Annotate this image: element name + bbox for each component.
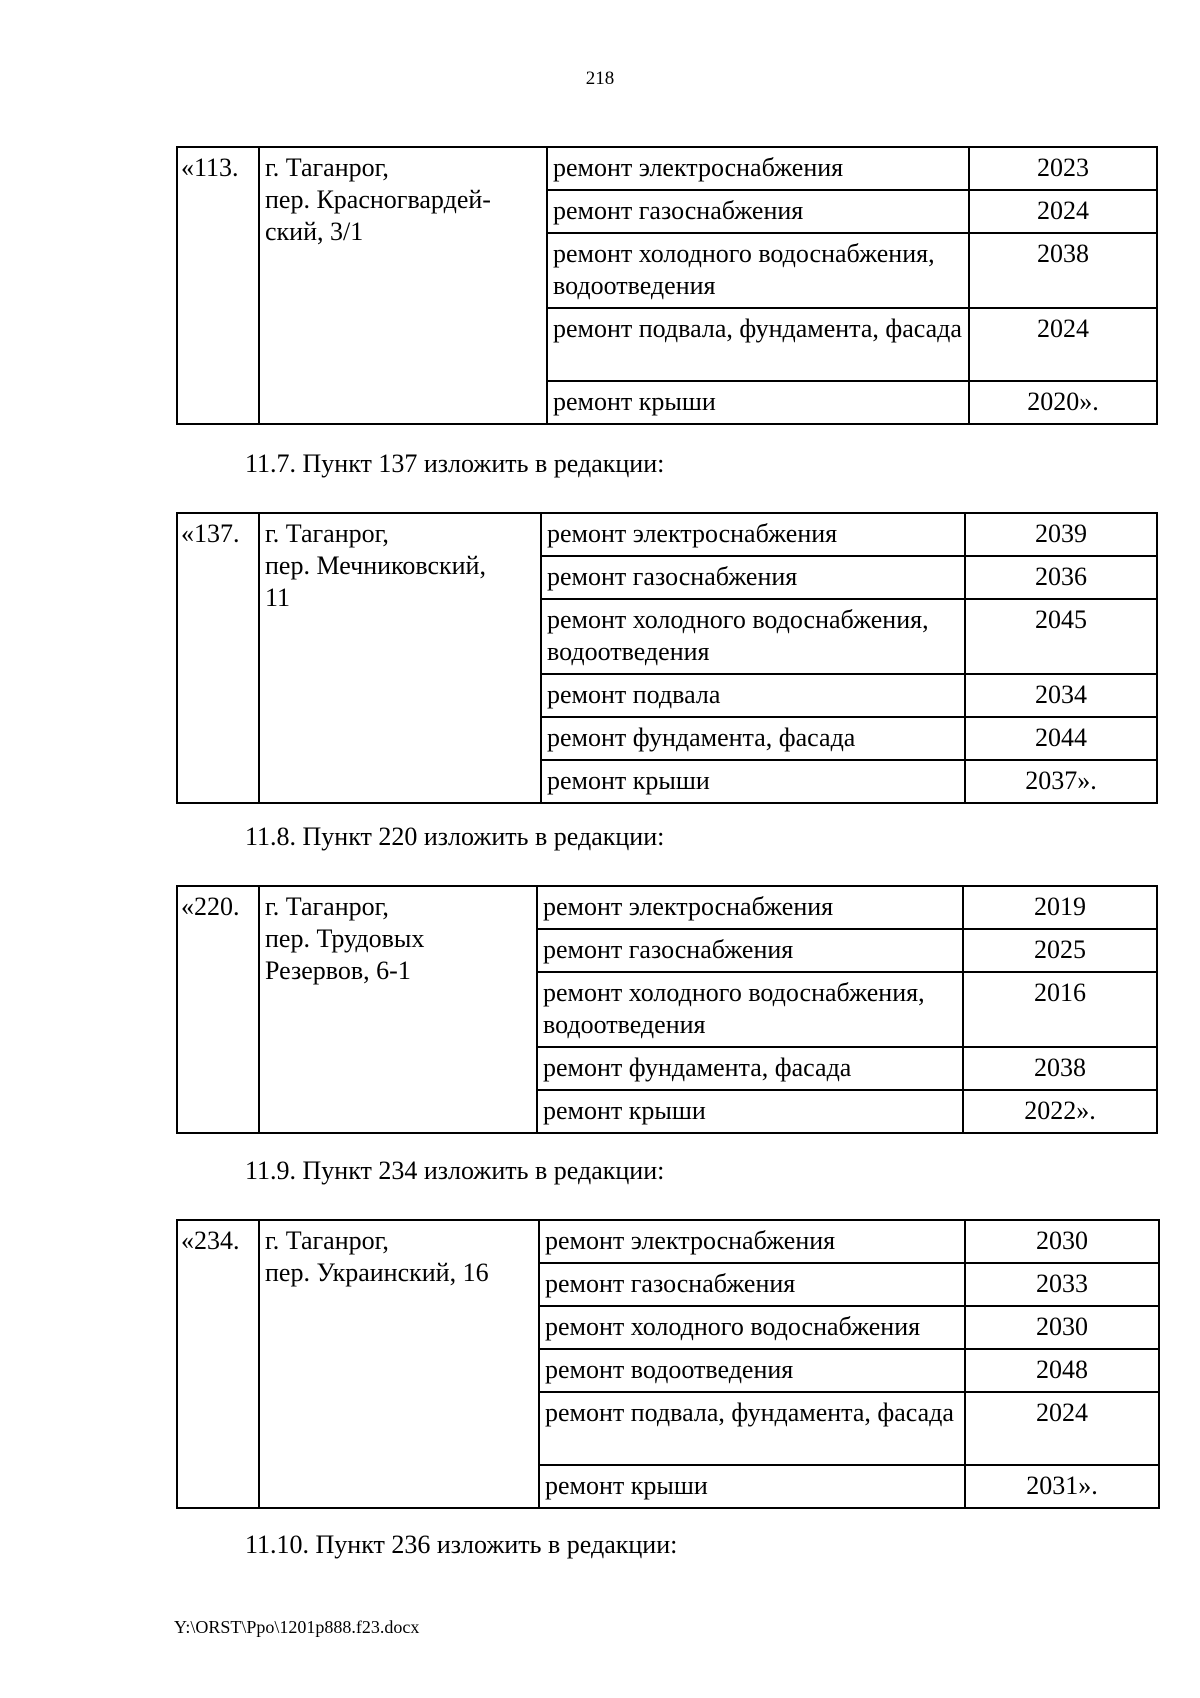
work-cell: ремонт холодного водоснабжения: [539, 1306, 965, 1349]
year-cell: 2038: [963, 1047, 1157, 1090]
address-line: г. Таганрог,: [265, 153, 389, 182]
year-cell: 2048: [965, 1349, 1159, 1392]
year-cell: 2034: [965, 674, 1157, 717]
year-cell: 2045: [965, 599, 1157, 674]
work-cell: ремонт холодного водоснабжения, водоотведения: [537, 972, 963, 1047]
amendment-paragraph: 11.8. Пункт 220 изложить в редакции:: [245, 822, 665, 851]
year-cell: 2030: [965, 1306, 1159, 1349]
work-cell: ремонт подвала, фундамента, фасада: [547, 308, 969, 381]
amendment-paragraph: 11.10. Пункт 236 изложить в редакции:: [245, 1530, 678, 1559]
year-cell: 2031».: [965, 1465, 1159, 1508]
year-cell: 2020».: [969, 381, 1157, 424]
address-line: г. Таганрог,: [265, 1226, 389, 1255]
year-cell: 2024: [969, 190, 1157, 233]
year-cell: 2023: [969, 147, 1157, 190]
year-cell: 2030: [965, 1220, 1159, 1263]
work-cell: ремонт газоснабжения: [539, 1263, 965, 1306]
address-line: г. Таганрог,: [265, 892, 389, 921]
work-cell: ремонт электроснабжения: [539, 1220, 965, 1263]
year-cell: 2016: [963, 972, 1157, 1047]
year-cell: 2024: [965, 1392, 1159, 1465]
address-line: Резервов, 6-1: [265, 956, 411, 985]
work-cell: ремонт холодного водоснабжения, водоотведения: [541, 599, 965, 674]
address-cell: [259, 513, 541, 803]
work-cell: ремонт газоснабжения: [537, 929, 963, 972]
year-cell: 2019: [963, 886, 1157, 929]
entry-table-137: [176, 512, 1158, 804]
work-cell: ремонт подвала: [541, 674, 965, 717]
work-cell: ремонт газоснабжения: [547, 190, 969, 233]
work-cell: ремонт крыши: [537, 1090, 963, 1133]
year-cell: 2039: [965, 513, 1157, 556]
address-line: 11: [265, 583, 291, 612]
year-cell: 2022».: [963, 1090, 1157, 1133]
entry-number: «234.: [177, 1220, 259, 1508]
year-cell: 2033: [965, 1263, 1159, 1306]
work-cell: ремонт фундамента, фасада: [537, 1047, 963, 1090]
address-cell: [259, 147, 547, 424]
amendment-paragraph: 11.7. Пункт 137 изложить в редакции:: [245, 449, 665, 478]
entry-number: «137.: [177, 513, 259, 803]
work-cell: ремонт крыши: [547, 381, 969, 424]
address-line: пер. Украинский, 16: [265, 1258, 489, 1287]
address-line: г. Таганрог,: [265, 519, 389, 548]
work-cell: ремонт крыши: [541, 760, 965, 803]
address-line: пер. Мечниковский,: [265, 551, 486, 580]
file-path-footer: Y:\ORST\Ppo\1201p888.f23.docx: [174, 1617, 420, 1637]
amendment-paragraph: 11.9. Пункт 234 изложить в редакции:: [245, 1156, 665, 1185]
address-line: пер. Трудовых: [265, 924, 425, 953]
address-cell: [259, 1220, 539, 1508]
year-cell: 2038: [969, 233, 1157, 308]
entry-table-234: [176, 1219, 1160, 1509]
work-cell: ремонт крыши: [539, 1465, 965, 1508]
address-cell: [259, 886, 537, 1133]
page-number: 218: [585, 68, 615, 89]
work-cell: ремонт фундамента, фасада: [541, 717, 965, 760]
entry-table-113: [176, 146, 1158, 425]
entry-table-220: [176, 885, 1158, 1134]
work-cell: ремонт электроснабжения: [547, 147, 969, 190]
address-line: пер. Красногвардей-: [265, 185, 491, 214]
work-cell: ремонт подвала, фундамента, фасада: [539, 1392, 965, 1465]
address-line: ский, 3/1: [265, 217, 364, 246]
work-cell: ремонт электроснабжения: [541, 513, 965, 556]
work-cell: ремонт электроснабжения: [537, 886, 963, 929]
year-cell: 2025: [963, 929, 1157, 972]
year-cell: 2036: [965, 556, 1157, 599]
work-cell: ремонт водоотведения: [539, 1349, 965, 1392]
year-cell: 2037».: [965, 760, 1157, 803]
work-cell: ремонт холодного водоснабжения, водоотведения: [547, 233, 969, 308]
work-cell: ремонт газоснабжения: [541, 556, 965, 599]
year-cell: 2024: [969, 308, 1157, 381]
entry-number: «113.: [177, 147, 259, 424]
year-cell: 2044: [965, 717, 1157, 760]
entry-number: «220.: [177, 886, 259, 1133]
